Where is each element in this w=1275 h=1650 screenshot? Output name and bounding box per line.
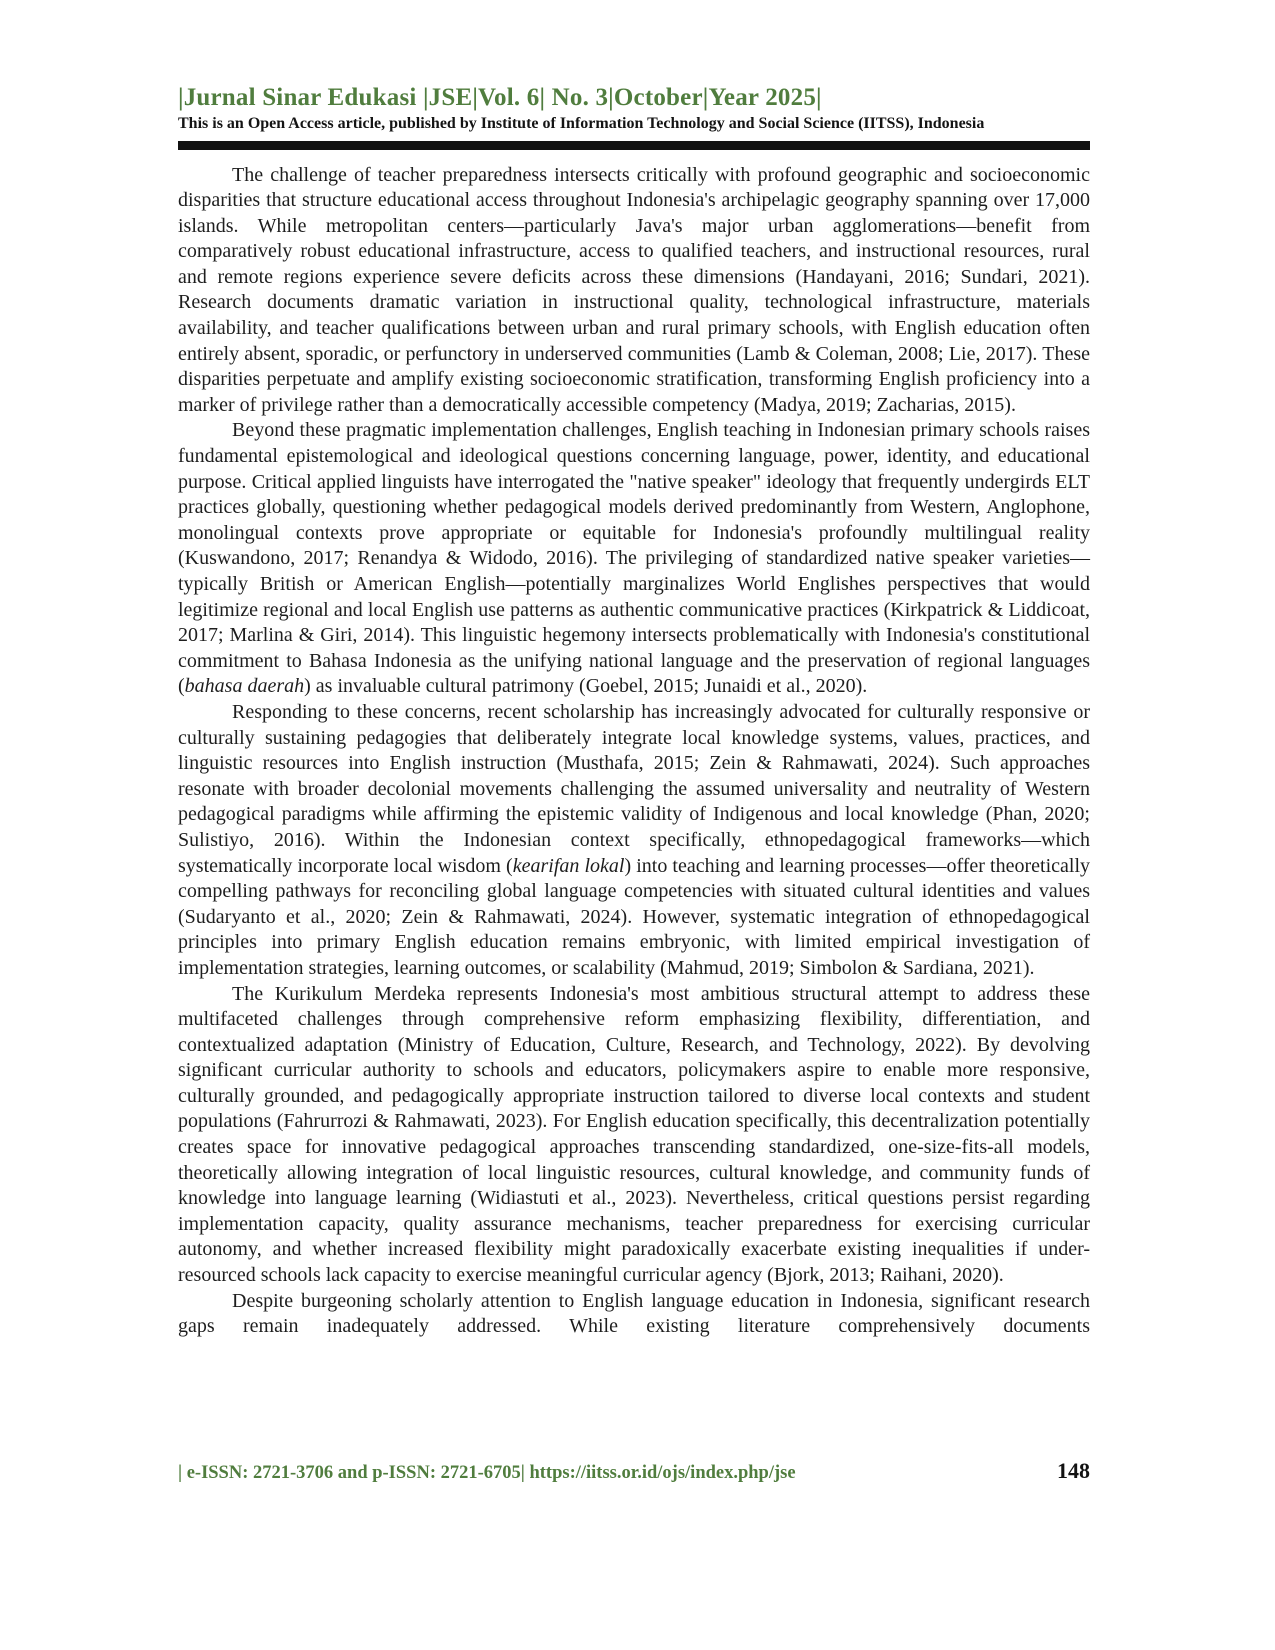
page-footer — [178, 1458, 1090, 1484]
body-paragraph — [178, 982, 1090, 1289]
paragraph-text: ) as invaluable cultural patrimony (Goebel, 2015; Junaidi et al., 2020). — [304, 675, 868, 698]
body-paragraph — [178, 163, 1090, 419]
italic-term: bahasa daerah — [184, 675, 305, 698]
issn-text: | e-ISSN: 2721-3706 and p-ISSN: 2721-6705| — [178, 1463, 530, 1483]
body-paragraph — [178, 418, 1090, 700]
body-paragraph — [178, 700, 1090, 982]
header-rule — [178, 141, 1090, 150]
journal-url-link[interactable]: https://iitss.or.id/ojs/index.php/jse — [529, 1463, 796, 1483]
paragraph-text: Beyond these pragmatic implementation challenges, English teaching in Indonesian primary schools raises fundamental epistemological and ideological questions concerning language, power, identity, and educational purpose. Critical applied linguists have interrogated the "native speaker" ideology that frequently undergirds ELT practices globally, questioning whether pedagogical models derived predominantly from Western, Anglophone, monolingual contexts prove appropriate or equitable for Indonesia's profoundly multilingual reality (Kuswandono, 2017; Renandya & Widodo, 2016). The privileging of standardized native speaker varieties—typically British or American English—potentially marginalizes World Englishes perspectives that would legitimize regional and local English use patterns as authentic communicative practices (Kirkpatrick & Liddicoat, 2017; Marlina & Giri, 2014). This linguistic hegemony intersects problematically with Indonesia's constitutional commitment to Bahasa Indonesia as the unifying national language and the preservation of regional languages ( — [178, 419, 1090, 698]
paragraph-text: The challenge of teacher preparedness intersects critically with profound geographic and socioeconomic disparities that structure educational access throughout Indonesia's archipelagic geography spanning over 17,000 islands. While metropolitan centers—particularly Java's major urban agglomerations—benefit from comparatively robust educational infrastructure, access to qualified teachers, and instructional resources, rural and remote regions experience severe deficits across these dimensions (Handayani, 2016; Sundari, 2021). Research documents dramatic variation in instructional quality, technological infrastructure, materials availability, and teacher qualifications between urban and rural primary schools, with English education often entirely absent, sporadic, or perfunctory in underserved communities (Lamb & Coleman, 2008; Lie, 2017). These disparities perpetuate and amplify existing socioeconomic stratification, transforming English proficiency into a marker of privilege rather than a democratically accessible competency (Madya, 2019; Zacharias, 2015). — [178, 163, 1090, 416]
paragraph-text: Responding to these concerns, recent scholarship has increasingly advocated for culturally responsive or culturally sustaining pedagogies that deliberately integrate local knowledge systems, values, practices, and linguistic resources into English instruction (Musthafa, 2015; Zein & Rahmawati, 2024). Such approaches resonate with broader decolonial movements challenging the assumed universality and neutrality of Western pedagogical paradigms while affirming the epistemic validity of Indigenous and local knowledge (Phan, 2020; Sulistiyo, 2016). Within the Indonesian context specifically, ethnopedagogical frameworks—which systematically incorporate local wisdom ( — [178, 700, 1090, 877]
page-number: 148 — [1057, 1458, 1090, 1483]
footer-issn-line — [178, 1463, 796, 1484]
body-paragraph — [178, 1289, 1090, 1340]
italic-term: kearifan lokal — [512, 854, 625, 877]
paragraph-text: The Kurikulum Merdeka represents Indonesia's most ambitious structural attempt to address these multifaceted challenges through comprehensive reform emphasizing flexibility, differentiation, and contextualized adaptation (Ministry of Education, Culture, Research, and Technology, 2022). By devolving significant curricular authority to schools and educators, policymakers aspire to enable more responsive, culturally grounded, and pedagogically appropriate instruction tailored to diverse local contexts and student populations (Fahrurrozi & Rahmawati, 2023). For English education specifically, this decentralization potentially creates space for innovative pedagogical approaches transcending standardized, one-size-fits-all models, theoretically allowing integration of local linguistic resources, cultural knowledge, and community funds of knowledge into language learning (Widiastuti et al., 2023). Nevertheless, critical questions persist regarding implementation capacity, quality assurance mechanisms, teacher preparedness for exercising curricular autonomy, and whether increased flexibility might paradoxically exacerbate existing inequalities if under-resourced schools lack capacity to exercise meaningful curricular agency (Bjork, 2013; Raihani, 2020). — [178, 982, 1090, 1287]
paragraph-text: Despite burgeoning scholarly attention to English language education in Indonesia, significant research gaps remain inadequately addressed. While existing literature comprehensively documents — [178, 1289, 1090, 1338]
paragraph-text: ) into teaching and learning processes—offer theoretically compelling pathways for reconciling global language competencies with situated cultural identities and values (Sudaryanto et al., 2020; Zein & Rahmawati, 2024). However, systematic integration of ethnopedagogical principles into primary English education remains embryonic, with limited empirical investigation of implementation strategies, learning outcomes, or scalability (Mahmud, 2019; Simbolon & Sardiana, 2021). — [178, 854, 1090, 979]
page-header — [178, 84, 1090, 150]
open-access-line: This is an Open Access article, published by Institute of Information Technology and Social Science (IITSS), Indonesia — [178, 114, 985, 132]
page-content — [178, 84, 1090, 1340]
article-body — [178, 163, 1090, 1340]
journal-title-line: |Jurnal Sinar Edukasi |JSE|Vol. 6| No. 3|October|Year 2025| — [178, 84, 822, 111]
